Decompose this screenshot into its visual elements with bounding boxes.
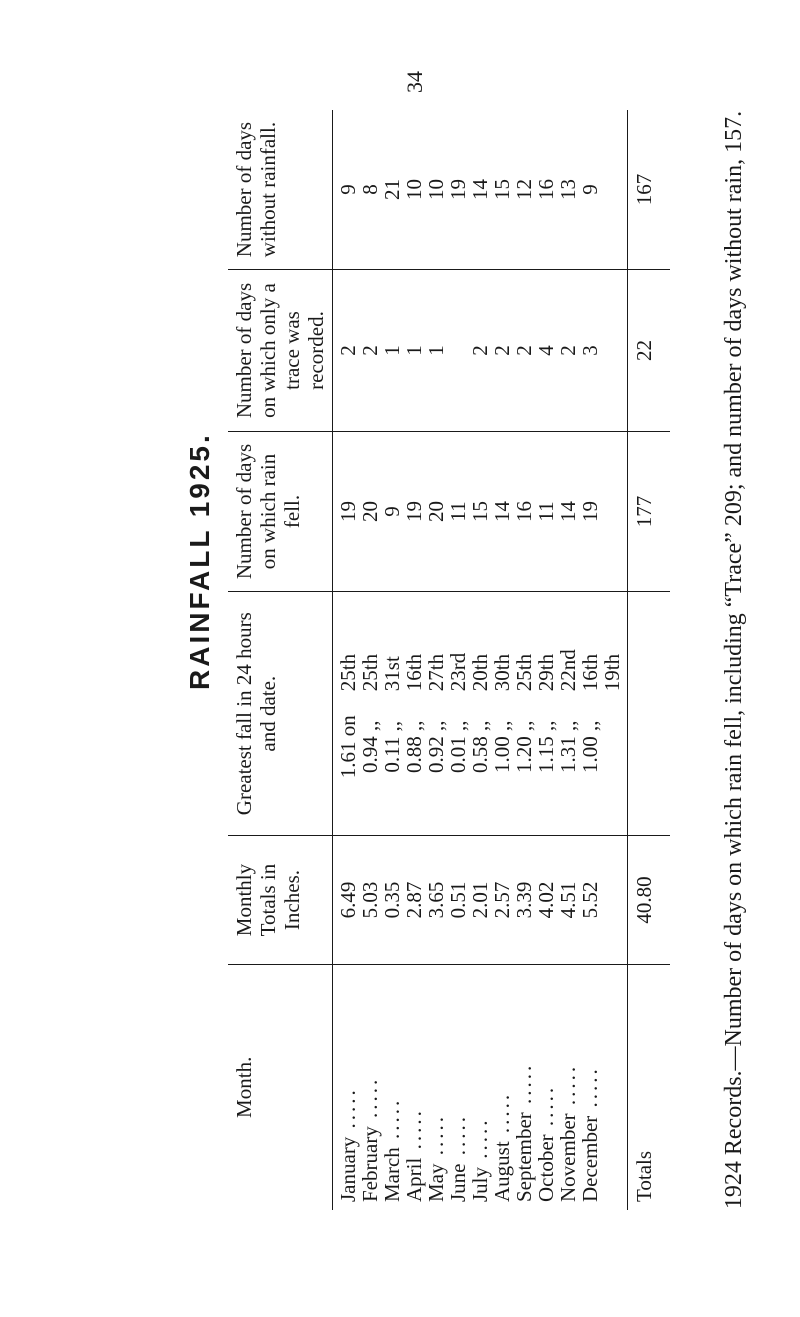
- rain-days-value: 9: [380, 506, 404, 517]
- rain-days-value: 14: [556, 500, 580, 522]
- greatest-fall-amount: 1.00 ,,: [490, 720, 514, 773]
- greatest-fall-amount: 1.00 ,,: [578, 720, 602, 773]
- trace-days-cell: [333, 270, 628, 432]
- col-header-greatest-fall: Greatest fall in 24 hours and date.: [228, 591, 333, 835]
- monthly-total: 4.51: [556, 881, 580, 919]
- dry-days-value: 9: [578, 184, 602, 195]
- month-name: December .....: [579, 973, 601, 1202]
- col-header-monthly-totals: Monthly Totals in Inches.: [228, 836, 333, 964]
- rain-days-value: 16: [512, 500, 536, 522]
- totals-greatest-empty: [628, 591, 671, 835]
- greatest-fall-date: 25th: [358, 653, 382, 692]
- dry-days-value: 8: [358, 184, 382, 195]
- dry-days-value: 12: [512, 179, 536, 201]
- trace-days-value: 2: [358, 345, 382, 356]
- trace-days-value: 2: [512, 345, 536, 356]
- dry-days-value: 10: [424, 179, 448, 201]
- dry-days-value: 9: [336, 184, 360, 195]
- monthly-total: 2.01: [468, 881, 492, 919]
- rainfall-table: [228, 110, 670, 1210]
- totals-dry-days: 167: [628, 110, 671, 270]
- month-name: March .....: [381, 973, 403, 1202]
- trace-days-value: 2: [468, 345, 492, 356]
- monthly-total: 3.65: [424, 881, 448, 919]
- monthly-total: 0.51: [446, 881, 470, 919]
- dry-days-value: 15: [490, 179, 514, 201]
- totals-label: Totals: [628, 964, 671, 1210]
- page-number: 34: [402, 71, 427, 93]
- trace-days-value: 2: [336, 345, 360, 356]
- greatest-fall-amount: 0.58 ,,: [468, 720, 492, 773]
- trace-days-value: 1: [402, 345, 426, 356]
- greatest-fall-amount: 0.92 ,,: [424, 720, 448, 773]
- month-name: April .....: [403, 973, 425, 1202]
- greatest-fall-date: 30th: [490, 653, 514, 692]
- footnote: 1924 Records.—Number of days on which rain fell, including “Trace” 209; and number of days without rain, 157.: [721, 110, 747, 1210]
- page-title: RAINFALL 1925.: [184, 432, 215, 690]
- rainfall-table-frame: [228, 110, 656, 1210]
- rain-days-value: 15: [468, 500, 492, 522]
- greatest-fall-date: 16th: [402, 653, 426, 692]
- totals-row: [628, 110, 671, 1210]
- monthly-total: 5.52: [578, 881, 602, 919]
- rain-days-value: 19: [402, 500, 426, 522]
- rain-days-value: 20: [358, 500, 382, 522]
- monthly-total: 4.02: [534, 881, 558, 919]
- totals-monthly: 40.80: [628, 836, 671, 964]
- monthly-totals-cell: [333, 836, 628, 964]
- greatest-fall-amount: 0.88 ,,: [402, 720, 426, 773]
- greatest-fall-date: 19th: [600, 653, 624, 692]
- monthly-total: 2.57: [490, 881, 514, 919]
- dry-days-cell: [333, 110, 628, 270]
- rain-days-cell: [333, 431, 628, 591]
- monthly-total: 2.87: [402, 881, 426, 919]
- table-body-row: [333, 110, 628, 1210]
- monthly-total: 5.03: [358, 881, 382, 919]
- month-name: February .....: [359, 973, 381, 1202]
- dry-days-value: 21: [380, 179, 404, 201]
- greatest-fall-date: 31st: [380, 656, 404, 692]
- greatest-fall-amount: 0.01 ,,: [446, 720, 470, 773]
- col-header-dry-days: Number of days without rainfall.: [228, 110, 333, 270]
- trace-days-value: 2: [556, 345, 580, 356]
- greatest-fall-amount: 1.61 on: [336, 715, 360, 779]
- greatest-fall-date: 27th: [424, 653, 448, 692]
- rain-days-value: 14: [490, 500, 514, 522]
- greatest-fall-cell: [333, 591, 628, 835]
- rain-days-value: 20: [424, 500, 448, 522]
- trace-days-value: 3: [578, 345, 602, 356]
- greatest-fall-amount: 0.94 ,,: [358, 720, 382, 773]
- monthly-total: 6.49: [336, 881, 360, 919]
- dry-days-value: 19: [446, 179, 470, 201]
- rain-days-value: 19: [336, 500, 360, 522]
- rain-days-value: 11: [446, 501, 470, 522]
- greatest-fall-amount: 1.20 ,,: [512, 720, 536, 773]
- greatest-fall-amount: 0.11 ,,: [380, 720, 404, 773]
- dry-days-value: 16: [534, 179, 558, 201]
- col-header-trace-days: Number of days on which only a trace was recorded.: [228, 270, 333, 432]
- dry-days-value: 13: [556, 179, 580, 201]
- greatest-fall-date: 22nd: [556, 649, 580, 692]
- month-name: July .....: [469, 973, 491, 1202]
- totals-trace-days: 22: [628, 270, 671, 432]
- month-cell: [333, 964, 628, 1210]
- totals-rain-days: 177: [628, 431, 671, 591]
- rain-days-value: 19: [578, 500, 602, 522]
- trace-days-value: 1: [424, 345, 448, 356]
- month-name: September .....: [513, 973, 535, 1202]
- monthly-total: 3.39: [512, 881, 536, 919]
- month-name: June .....: [447, 973, 469, 1202]
- greatest-fall-date: 16th: [578, 653, 602, 692]
- greatest-fall-date: 23rd: [446, 652, 470, 692]
- greatest-fall-date: 29th: [534, 653, 558, 692]
- monthly-total: 0.35: [380, 881, 404, 919]
- month-name: January .....: [337, 973, 359, 1202]
- greatest-fall-date: 25th: [512, 653, 536, 692]
- dry-days-value: 10: [402, 179, 426, 201]
- greatest-fall-amount: 1.31 ,,: [556, 720, 580, 773]
- month-name: May .....: [425, 973, 447, 1202]
- month-name: November .....: [557, 973, 579, 1202]
- rain-days-value: 11: [534, 501, 558, 522]
- month-name: October .....: [535, 973, 557, 1202]
- month-name: August .....: [491, 973, 513, 1202]
- trace-days-value: 1: [380, 345, 404, 356]
- greatest-fall-amount: 1.15 ,,: [534, 720, 558, 773]
- col-header-month: Month.: [228, 964, 333, 1210]
- greatest-fall-date: 25th: [336, 653, 360, 692]
- trace-days-value: 2: [490, 345, 514, 356]
- greatest-fall-date: 20th: [468, 653, 492, 692]
- col-header-rain-days: Number of days on which rain fell.: [228, 431, 333, 591]
- trace-days-value: 4: [534, 345, 558, 356]
- dry-days-value: 14: [468, 179, 492, 201]
